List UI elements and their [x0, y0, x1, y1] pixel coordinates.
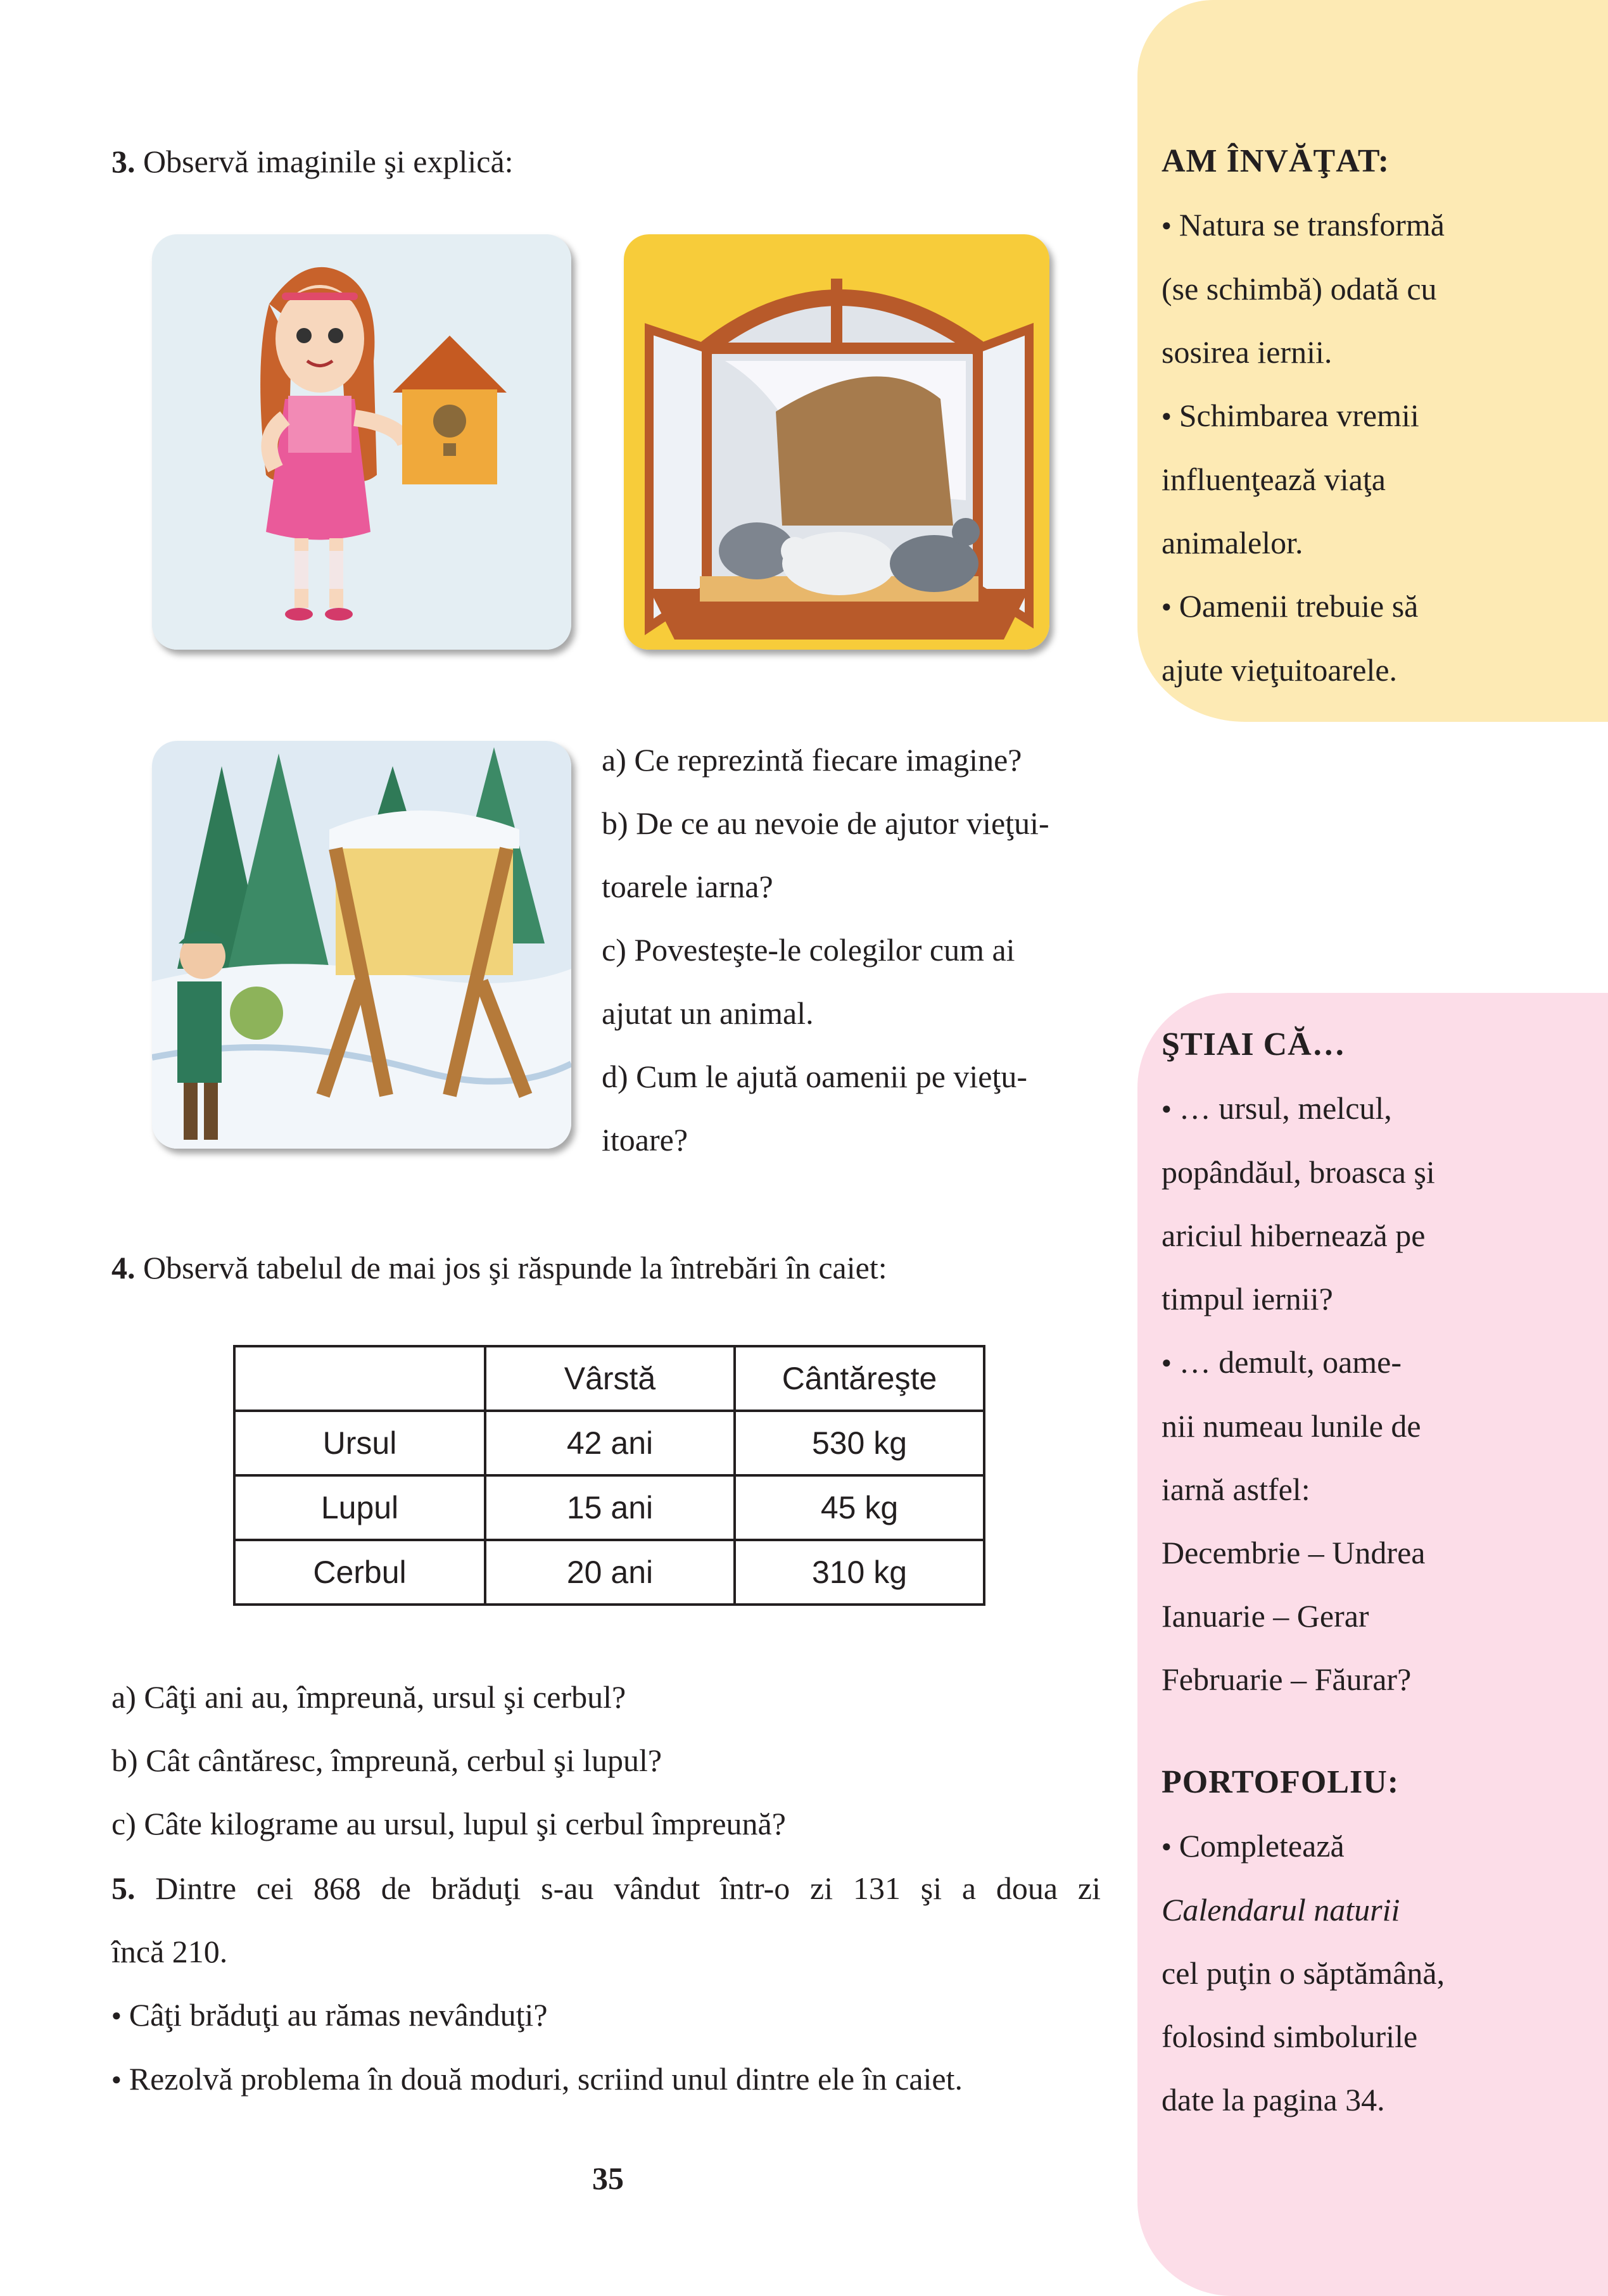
animals-table	[233, 1345, 985, 1606]
am-invatat-line: ● Oamenii trebuie să	[1162, 574, 1592, 638]
stiai-ca-line: Decembrie – Undrea	[1162, 1535, 1426, 1570]
ex4-text: Observă tabelul de mai jos şi răspunde la întrebări în caiet:	[135, 1250, 887, 1285]
stiai-ca-title: ŞTIAI CĂ…	[1162, 1026, 1346, 1063]
portofoliu-line: folosind simbolurile	[1162, 2019, 1418, 2054]
ex3-question-d-line2: itoare?	[602, 1122, 688, 1157]
table-cell: Lupul	[234, 1475, 485, 1540]
ex4-question-b: b) Cât cântăresc, împreună, cerbul şi lupul?	[111, 1743, 662, 1778]
ex4-question-c: c) Câte kilograme au ursul, lupul şi cerbul împreună?	[111, 1806, 786, 1841]
table-cell: 310 kg	[735, 1540, 984, 1605]
ex3-question-c-line1: c) Povesteşte-le colegilor cum ai	[602, 932, 1015, 968]
portofoliu-line: Calendarul naturii	[1162, 1892, 1400, 1927]
ex3-text: Observă imaginile şi explică:	[135, 144, 514, 179]
ex3-number: 3.	[111, 144, 136, 179]
table-header-row	[234, 1346, 984, 1411]
ex3-question-a: a) Ce reprezintă fiecare imagine?	[602, 742, 1022, 778]
stiai-ca-line: iarnă astfel:	[1162, 1472, 1310, 1507]
portofoliu-content	[1162, 1751, 1592, 2131]
ex4-heading	[111, 1236, 887, 1299]
pigeons-at-window-illustration	[624, 234, 1049, 650]
table-header-cell: Cântăreşte	[735, 1346, 984, 1411]
table-cell: 45 kg	[735, 1475, 984, 1540]
ex3-heading	[111, 130, 514, 193]
am-invatat-line: influenţează viaţa	[1162, 462, 1386, 497]
ex3-questions	[602, 728, 1102, 1171]
stiai-ca-content	[1162, 1013, 1592, 1711]
ex5-text1: Dintre cei 868 de brăduţi s-au vândut într-o zi 131 şi a doua zi	[135, 1870, 1101, 1906]
stiai-ca-line: timpul iernii?	[1162, 1281, 1333, 1316]
table-row	[234, 1475, 984, 1540]
stiai-ca-line: popândăul, broasca şi	[1162, 1154, 1435, 1190]
ex3-question-b-line1: b) De ce au nevoie de ajutor vieţui-	[602, 805, 1049, 841]
portofoliu-line: cel puţin o săptămână,	[1162, 1955, 1445, 1991]
am-invatat-line: sosirea iernii.	[1162, 334, 1333, 370]
stiai-ca-line: ● … demult, oame-	[1162, 1330, 1592, 1394]
ex3-question-c-line2: ajutat un animal.	[602, 995, 814, 1031]
ex5-line2: încă 210.	[111, 1934, 228, 1969]
ex5-bullet1: ● Câţi brăduţi au rămas nevânduţi?	[111, 1983, 1101, 2047]
ex3-question-d-line1: d) Cum le ajută oamenii pe vieţu-	[602, 1059, 1028, 1094]
table-header-cell	[234, 1346, 485, 1411]
table-row	[234, 1540, 984, 1605]
stiai-ca-line: Ianuarie – Gerar	[1162, 1598, 1369, 1634]
table-cell: 20 ani	[485, 1540, 735, 1605]
am-invatat-title: AM ÎNVĂŢAT:	[1162, 143, 1390, 179]
table-cell: Ursul	[234, 1411, 485, 1475]
stiai-ca-line: ● … ursul, melcul,	[1162, 1076, 1592, 1140]
stiai-ca-line: nii numeau lunile de	[1162, 1408, 1421, 1444]
ex5-number: 5.	[111, 1870, 136, 1906]
winter-feeder-illustration	[152, 741, 571, 1149]
portofoliu-line: ● Completează	[1162, 1814, 1592, 1878]
portofoliu-title: PORTOFOLIU:	[1162, 1764, 1400, 1800]
am-invatat-content	[1162, 130, 1592, 702]
ex5-line1	[111, 1857, 1101, 1920]
am-invatat-line: ● Schimbarea vremii	[1162, 384, 1592, 448]
table-cell: 15 ani	[485, 1475, 735, 1540]
am-invatat-line: ajute vieţuitoarele.	[1162, 652, 1398, 688]
table-cell: 530 kg	[735, 1411, 984, 1475]
ex5-bullet2: ● Rezolvă problema în două moduri, scriind unul dintre ele în caiet.	[111, 2047, 1101, 2111]
table-row	[234, 1411, 984, 1475]
am-invatat-line: (se schimbă) odată cu	[1162, 271, 1437, 306]
portofoliu-line: date la pagina 34.	[1162, 2082, 1385, 2117]
ex5-block	[111, 1857, 1101, 2111]
page-number: 35	[592, 2160, 624, 2196]
stiai-ca-line: Februarie – Făurar?	[1162, 1662, 1412, 1697]
ex4-questions	[111, 1665, 1099, 1855]
table-cell: 42 ani	[485, 1411, 735, 1475]
am-invatat-line: ● Natura se transformă	[1162, 193, 1592, 257]
table-header-cell: Vârstă	[485, 1346, 735, 1411]
ex4-question-a: a) Câţi ani au, împreună, ursul şi cerbul?	[111, 1679, 626, 1715]
table-cell: Cerbul	[234, 1540, 485, 1605]
ex3-question-b-line2: toarele iarna?	[602, 869, 773, 904]
am-invatat-line: animalelor.	[1162, 525, 1303, 560]
ex4-number: 4.	[111, 1250, 136, 1285]
stiai-ca-line: ariciul hibernează pe	[1162, 1218, 1426, 1253]
girl-with-birdhouse-illustration	[152, 234, 571, 650]
